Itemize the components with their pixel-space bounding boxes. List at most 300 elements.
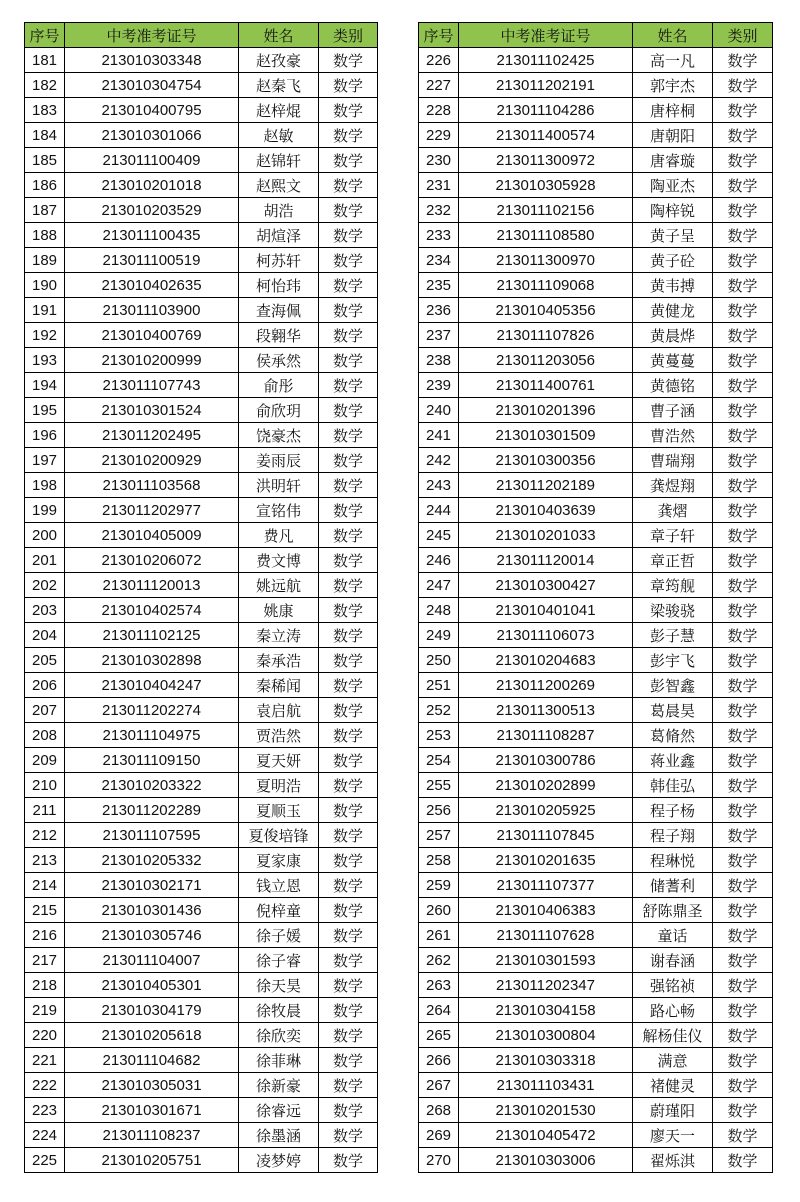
table-row xyxy=(25,523,378,548)
row-number: 265 xyxy=(419,1023,459,1048)
student-name-cell: 饶豪杰 xyxy=(239,423,319,448)
exam-id-cell: 213011107377 xyxy=(459,873,633,898)
row-number: 270 xyxy=(419,1148,459,1173)
student-name-cell: 陶亚杰 xyxy=(633,173,713,198)
subject-cell: 数学 xyxy=(713,973,773,998)
student-name-cell: 贾浩然 xyxy=(239,723,319,748)
subject-cell: 数学 xyxy=(713,698,773,723)
table-row xyxy=(25,473,378,498)
student-name-cell: 唐睿璇 xyxy=(633,148,713,173)
student-name-cell: 秦立涛 xyxy=(239,623,319,648)
subject-cell: 数学 xyxy=(713,73,773,98)
table-row xyxy=(419,473,773,498)
subject-cell: 数学 xyxy=(713,673,773,698)
student-name-cell: 彭宇飞 xyxy=(633,648,713,673)
exam-id-cell: 213011203056 xyxy=(459,348,633,373)
row-number: 185 xyxy=(25,148,65,173)
exam-id-cell: 213011103431 xyxy=(459,1073,633,1098)
exam-id-cell: 213010302171 xyxy=(65,873,239,898)
row-number: 186 xyxy=(25,173,65,198)
student-name-cell: 舒陈鼎圣 xyxy=(633,898,713,923)
exam-id-cell: 213011100519 xyxy=(65,248,239,273)
roster-table-left xyxy=(24,22,378,1173)
subject-cell: 数学 xyxy=(713,723,773,748)
row-number: 242 xyxy=(419,448,459,473)
student-name-cell: 蒋业鑫 xyxy=(633,748,713,773)
exam-id-cell: 213011107743 xyxy=(65,373,239,398)
row-number: 268 xyxy=(419,1098,459,1123)
subject-cell: 数学 xyxy=(319,473,378,498)
row-number: 260 xyxy=(419,898,459,923)
exam-id-cell: 213011202977 xyxy=(65,498,239,523)
student-name-cell: 段翱华 xyxy=(239,323,319,348)
subject-cell: 数学 xyxy=(319,723,378,748)
table-row xyxy=(419,48,773,73)
subject-cell: 数学 xyxy=(319,248,378,273)
student-name-cell: 柯苏轩 xyxy=(239,248,319,273)
row-number: 263 xyxy=(419,973,459,998)
row-number: 248 xyxy=(419,598,459,623)
table-row xyxy=(25,573,378,598)
student-name-cell: 俞彤 xyxy=(239,373,319,398)
subject-cell: 数学 xyxy=(713,173,773,198)
row-number: 226 xyxy=(419,48,459,73)
table-row xyxy=(25,1148,378,1173)
subject-cell: 数学 xyxy=(713,1148,773,1173)
row-number: 212 xyxy=(25,823,65,848)
exam-id-cell: 213011108580 xyxy=(459,223,633,248)
table-row xyxy=(419,848,773,873)
header-subject: 类别 xyxy=(713,23,773,48)
subject-cell: 数学 xyxy=(713,898,773,923)
student-name-cell: 曹浩然 xyxy=(633,423,713,448)
row-number: 230 xyxy=(419,148,459,173)
subject-cell: 数学 xyxy=(713,123,773,148)
exam-id-cell: 213010304179 xyxy=(65,998,239,1023)
subject-cell: 数学 xyxy=(319,698,378,723)
exam-id-cell: 213010405356 xyxy=(459,298,633,323)
table-row xyxy=(25,798,378,823)
subject-cell: 数学 xyxy=(319,348,378,373)
row-number: 203 xyxy=(25,598,65,623)
table-row xyxy=(25,1098,378,1123)
table-row xyxy=(419,98,773,123)
row-number: 232 xyxy=(419,198,459,223)
row-number: 210 xyxy=(25,773,65,798)
student-name-cell: 费文博 xyxy=(239,548,319,573)
row-number: 262 xyxy=(419,948,459,973)
row-number: 243 xyxy=(419,473,459,498)
header-row xyxy=(419,23,773,48)
student-name-cell: 葛晨昊 xyxy=(633,698,713,723)
student-name-cell: 廖天一 xyxy=(633,1123,713,1148)
exam-id-cell: 213010305031 xyxy=(65,1073,239,1098)
subject-cell: 数学 xyxy=(713,923,773,948)
student-name-cell: 徐墨涵 xyxy=(239,1123,319,1148)
student-name-cell: 徐天昊 xyxy=(239,973,319,998)
table-row xyxy=(25,323,378,348)
exam-id-cell: 213010200929 xyxy=(65,448,239,473)
subject-cell: 数学 xyxy=(319,623,378,648)
table-row xyxy=(419,648,773,673)
exam-id-cell: 213011202289 xyxy=(65,798,239,823)
exam-id-cell: 213010205751 xyxy=(65,1148,239,1173)
exam-id-cell: 213011102425 xyxy=(459,48,633,73)
student-name-cell: 谢春涵 xyxy=(633,948,713,973)
row-number: 194 xyxy=(25,373,65,398)
table-row xyxy=(419,523,773,548)
table-row xyxy=(25,73,378,98)
subject-cell: 数学 xyxy=(319,648,378,673)
student-name-cell: 秦承浩 xyxy=(239,648,319,673)
exam-id-cell: 213011100409 xyxy=(65,148,239,173)
subject-cell: 数学 xyxy=(713,1048,773,1073)
row-number: 237 xyxy=(419,323,459,348)
row-number: 235 xyxy=(419,273,459,298)
subject-cell: 数学 xyxy=(319,398,378,423)
row-number: 211 xyxy=(25,798,65,823)
student-name-cell: 夏明浩 xyxy=(239,773,319,798)
subject-cell: 数学 xyxy=(319,898,378,923)
student-name-cell: 高一凡 xyxy=(633,48,713,73)
student-name-cell: 宣铭伟 xyxy=(239,498,319,523)
subject-cell: 数学 xyxy=(713,248,773,273)
table-row xyxy=(25,698,378,723)
table-row xyxy=(25,548,378,573)
exam-id-cell: 213011202189 xyxy=(459,473,633,498)
exam-id-cell: 213010406383 xyxy=(459,898,633,923)
student-name-cell: 赵敏 xyxy=(239,123,319,148)
student-name-cell: 姜雨辰 xyxy=(239,448,319,473)
row-number: 193 xyxy=(25,348,65,373)
table-row xyxy=(25,773,378,798)
exam-id-cell: 213010305928 xyxy=(459,173,633,198)
student-name-cell: 程琳悦 xyxy=(633,848,713,873)
header-name: 姓名 xyxy=(239,23,319,48)
table-row xyxy=(25,48,378,73)
subject-cell: 数学 xyxy=(319,373,378,398)
student-name-cell: 黄德铭 xyxy=(633,373,713,398)
subject-cell: 数学 xyxy=(319,98,378,123)
subject-cell: 数学 xyxy=(319,273,378,298)
student-name-cell: 查海佩 xyxy=(239,298,319,323)
subject-cell: 数学 xyxy=(713,848,773,873)
row-number: 181 xyxy=(25,48,65,73)
subject-cell: 数学 xyxy=(319,798,378,823)
subject-cell: 数学 xyxy=(319,123,378,148)
subject-cell: 数学 xyxy=(713,773,773,798)
student-name-cell: 洪明轩 xyxy=(239,473,319,498)
student-name-cell: 满意 xyxy=(633,1048,713,1073)
exam-id-cell: 213011107595 xyxy=(65,823,239,848)
row-number: 255 xyxy=(419,773,459,798)
subject-cell: 数学 xyxy=(319,223,378,248)
subject-cell: 数学 xyxy=(713,223,773,248)
row-number: 220 xyxy=(25,1023,65,1048)
row-number: 184 xyxy=(25,123,65,148)
table-row xyxy=(419,223,773,248)
table-row xyxy=(419,448,773,473)
table-row xyxy=(25,673,378,698)
row-number: 199 xyxy=(25,498,65,523)
exam-id-cell: 213010200999 xyxy=(65,348,239,373)
table-row xyxy=(25,123,378,148)
row-number: 264 xyxy=(419,998,459,1023)
subject-cell: 数学 xyxy=(713,148,773,173)
row-number: 229 xyxy=(419,123,459,148)
student-name-cell: 徐菲琳 xyxy=(239,1048,319,1073)
student-name-cell: 夏天妍 xyxy=(239,748,319,773)
header-exam-id: 中考准考证号 xyxy=(459,23,633,48)
row-number: 257 xyxy=(419,823,459,848)
exam-id-cell: 213010203529 xyxy=(65,198,239,223)
student-name-cell: 蔚瑾阳 xyxy=(633,1098,713,1123)
student-name-cell: 强铭祯 xyxy=(633,973,713,998)
subject-cell: 数学 xyxy=(713,98,773,123)
student-name-cell: 章正哲 xyxy=(633,548,713,573)
student-name-cell: 葛脩然 xyxy=(633,723,713,748)
student-name-cell: 龚煜翔 xyxy=(633,473,713,498)
table-row xyxy=(25,273,378,298)
subject-cell: 数学 xyxy=(319,573,378,598)
table-row xyxy=(25,423,378,448)
table-row xyxy=(25,248,378,273)
student-name-cell: 袁启航 xyxy=(239,698,319,723)
header-name: 姓名 xyxy=(633,23,713,48)
subject-cell: 数学 xyxy=(319,73,378,98)
subject-cell: 数学 xyxy=(713,873,773,898)
table-row xyxy=(419,1098,773,1123)
row-number: 234 xyxy=(419,248,459,273)
table-row xyxy=(25,1023,378,1048)
subject-cell: 数学 xyxy=(319,973,378,998)
row-number: 269 xyxy=(419,1123,459,1148)
subject-cell: 数学 xyxy=(713,498,773,523)
row-number: 224 xyxy=(25,1123,65,1148)
row-number: 183 xyxy=(25,98,65,123)
row-number: 192 xyxy=(25,323,65,348)
subject-cell: 数学 xyxy=(319,948,378,973)
table-row xyxy=(419,548,773,573)
exam-id-cell: 213011109150 xyxy=(65,748,239,773)
table-row xyxy=(25,448,378,473)
exam-id-cell: 213010303348 xyxy=(65,48,239,73)
table-row xyxy=(419,723,773,748)
row-number: 222 xyxy=(25,1073,65,1098)
subject-cell: 数学 xyxy=(319,48,378,73)
subject-cell: 数学 xyxy=(713,523,773,548)
student-name-cell: 赵熙文 xyxy=(239,173,319,198)
table-row xyxy=(419,773,773,798)
exam-id-cell: 213010301509 xyxy=(459,423,633,448)
exam-id-cell: 213011103568 xyxy=(65,473,239,498)
student-name-cell: 黄晨烨 xyxy=(633,323,713,348)
row-number: 190 xyxy=(25,273,65,298)
subject-cell: 数学 xyxy=(319,1023,378,1048)
exam-id-cell: 213011300513 xyxy=(459,698,633,723)
subject-cell: 数学 xyxy=(319,523,378,548)
row-number: 195 xyxy=(25,398,65,423)
table-row xyxy=(419,173,773,198)
row-number: 188 xyxy=(25,223,65,248)
table-row xyxy=(419,423,773,448)
student-name-cell: 柯怡玮 xyxy=(239,273,319,298)
row-number: 254 xyxy=(419,748,459,773)
table-row xyxy=(25,1048,378,1073)
row-number: 196 xyxy=(25,423,65,448)
table-row xyxy=(25,973,378,998)
subject-cell: 数学 xyxy=(319,198,378,223)
subject-cell: 数学 xyxy=(713,373,773,398)
subject-cell: 数学 xyxy=(319,1123,378,1148)
student-name-cell: 曹子涵 xyxy=(633,398,713,423)
subject-cell: 数学 xyxy=(319,823,378,848)
table-row xyxy=(25,223,378,248)
exam-id-cell: 213011300972 xyxy=(459,148,633,173)
row-number: 238 xyxy=(419,348,459,373)
exam-id-cell: 213010304754 xyxy=(65,73,239,98)
exam-id-cell: 213010301524 xyxy=(65,398,239,423)
row-number: 182 xyxy=(25,73,65,98)
student-name-cell: 胡煊泽 xyxy=(239,223,319,248)
student-name-cell: 陶梓锐 xyxy=(633,198,713,223)
exam-id-cell: 213010304158 xyxy=(459,998,633,1023)
table-row xyxy=(25,848,378,873)
exam-id-cell: 213010300804 xyxy=(459,1023,633,1048)
exam-id-cell: 213011108287 xyxy=(459,723,633,748)
exam-id-cell: 213010202899 xyxy=(459,773,633,798)
subject-cell: 数学 xyxy=(713,473,773,498)
student-name-cell: 黄蔓蔓 xyxy=(633,348,713,373)
student-name-cell: 梁骏骁 xyxy=(633,598,713,623)
subject-cell: 数学 xyxy=(713,748,773,773)
table-row xyxy=(419,698,773,723)
subject-cell: 数学 xyxy=(713,798,773,823)
exam-id-cell: 213010302898 xyxy=(65,648,239,673)
exam-id-cell: 213010401041 xyxy=(459,598,633,623)
row-number: 247 xyxy=(419,573,459,598)
exam-id-cell: 213011102125 xyxy=(65,623,239,648)
subject-cell: 数学 xyxy=(319,173,378,198)
student-name-cell: 徐欣奕 xyxy=(239,1023,319,1048)
subject-cell: 数学 xyxy=(713,823,773,848)
table-row xyxy=(419,1123,773,1148)
row-number: 216 xyxy=(25,923,65,948)
student-name-cell: 褚健灵 xyxy=(633,1073,713,1098)
student-name-cell: 费凡 xyxy=(239,523,319,548)
subject-cell: 数学 xyxy=(713,598,773,623)
subject-cell: 数学 xyxy=(713,48,773,73)
header-exam-id: 中考准考证号 xyxy=(65,23,239,48)
exam-id-cell: 213010301436 xyxy=(65,898,239,923)
roster-body-left xyxy=(25,48,378,1173)
row-number: 187 xyxy=(25,198,65,223)
subject-cell: 数学 xyxy=(319,548,378,573)
exam-id-cell: 213011400761 xyxy=(459,373,633,398)
table-row xyxy=(419,198,773,223)
student-name-cell: 徐新豪 xyxy=(239,1073,319,1098)
subject-cell: 数学 xyxy=(319,498,378,523)
exam-id-cell: 213010201396 xyxy=(459,398,633,423)
exam-id-cell: 213011107845 xyxy=(459,823,633,848)
row-number: 200 xyxy=(25,523,65,548)
student-name-cell: 徐睿远 xyxy=(239,1098,319,1123)
student-name-cell: 郭宇杰 xyxy=(633,73,713,98)
exam-id-cell: 213011202347 xyxy=(459,973,633,998)
exam-id-cell: 213011108237 xyxy=(65,1123,239,1148)
table-row xyxy=(419,498,773,523)
student-name-cell: 钱立恩 xyxy=(239,873,319,898)
subject-cell: 数学 xyxy=(319,298,378,323)
subject-cell: 数学 xyxy=(319,148,378,173)
row-number: 233 xyxy=(419,223,459,248)
subject-cell: 数学 xyxy=(319,323,378,348)
table-row xyxy=(419,798,773,823)
row-number: 249 xyxy=(419,623,459,648)
row-number: 251 xyxy=(419,673,459,698)
table-row xyxy=(419,898,773,923)
student-name-cell: 徐子睿 xyxy=(239,948,319,973)
table-row xyxy=(419,623,773,648)
row-number: 227 xyxy=(419,73,459,98)
subject-cell: 数学 xyxy=(713,348,773,373)
exam-id-cell: 213010303006 xyxy=(459,1148,633,1173)
row-number: 189 xyxy=(25,248,65,273)
header-no: 序号 xyxy=(25,23,65,48)
student-name-cell: 夏家康 xyxy=(239,848,319,873)
exam-id-cell: 213010405009 xyxy=(65,523,239,548)
row-number: 202 xyxy=(25,573,65,598)
subject-cell: 数学 xyxy=(319,1048,378,1073)
exam-id-cell: 213010301593 xyxy=(459,948,633,973)
exam-id-cell: 213010305746 xyxy=(65,923,239,948)
subject-cell: 数学 xyxy=(713,623,773,648)
row-number: 225 xyxy=(25,1148,65,1173)
exam-id-cell: 213010400769 xyxy=(65,323,239,348)
table-row xyxy=(25,498,378,523)
roster-body-right xyxy=(419,48,773,1173)
exam-id-cell: 213011107628 xyxy=(459,923,633,948)
row-number: 258 xyxy=(419,848,459,873)
student-name-cell: 秦稀闻 xyxy=(239,673,319,698)
exam-id-cell: 213011400574 xyxy=(459,123,633,148)
exam-id-cell: 213011100435 xyxy=(65,223,239,248)
exam-id-cell: 213010400795 xyxy=(65,98,239,123)
student-name-cell: 徐子媛 xyxy=(239,923,319,948)
table-row xyxy=(419,1048,773,1073)
exam-id-cell: 213011103900 xyxy=(65,298,239,323)
exam-id-cell: 213011120014 xyxy=(459,548,633,573)
table-row xyxy=(25,98,378,123)
student-name-cell: 姚远航 xyxy=(239,573,319,598)
subject-cell: 数学 xyxy=(713,1023,773,1048)
table-row xyxy=(419,923,773,948)
subject-cell: 数学 xyxy=(713,1123,773,1148)
row-number: 215 xyxy=(25,898,65,923)
row-number: 239 xyxy=(419,373,459,398)
subject-cell: 数学 xyxy=(713,548,773,573)
table-row xyxy=(419,123,773,148)
subject-cell: 数学 xyxy=(319,748,378,773)
subject-cell: 数学 xyxy=(319,1073,378,1098)
table-row xyxy=(25,823,378,848)
row-number: 240 xyxy=(419,398,459,423)
table-row xyxy=(419,973,773,998)
row-number: 204 xyxy=(25,623,65,648)
row-number: 252 xyxy=(419,698,459,723)
row-number: 207 xyxy=(25,698,65,723)
subject-cell: 数学 xyxy=(713,1073,773,1098)
